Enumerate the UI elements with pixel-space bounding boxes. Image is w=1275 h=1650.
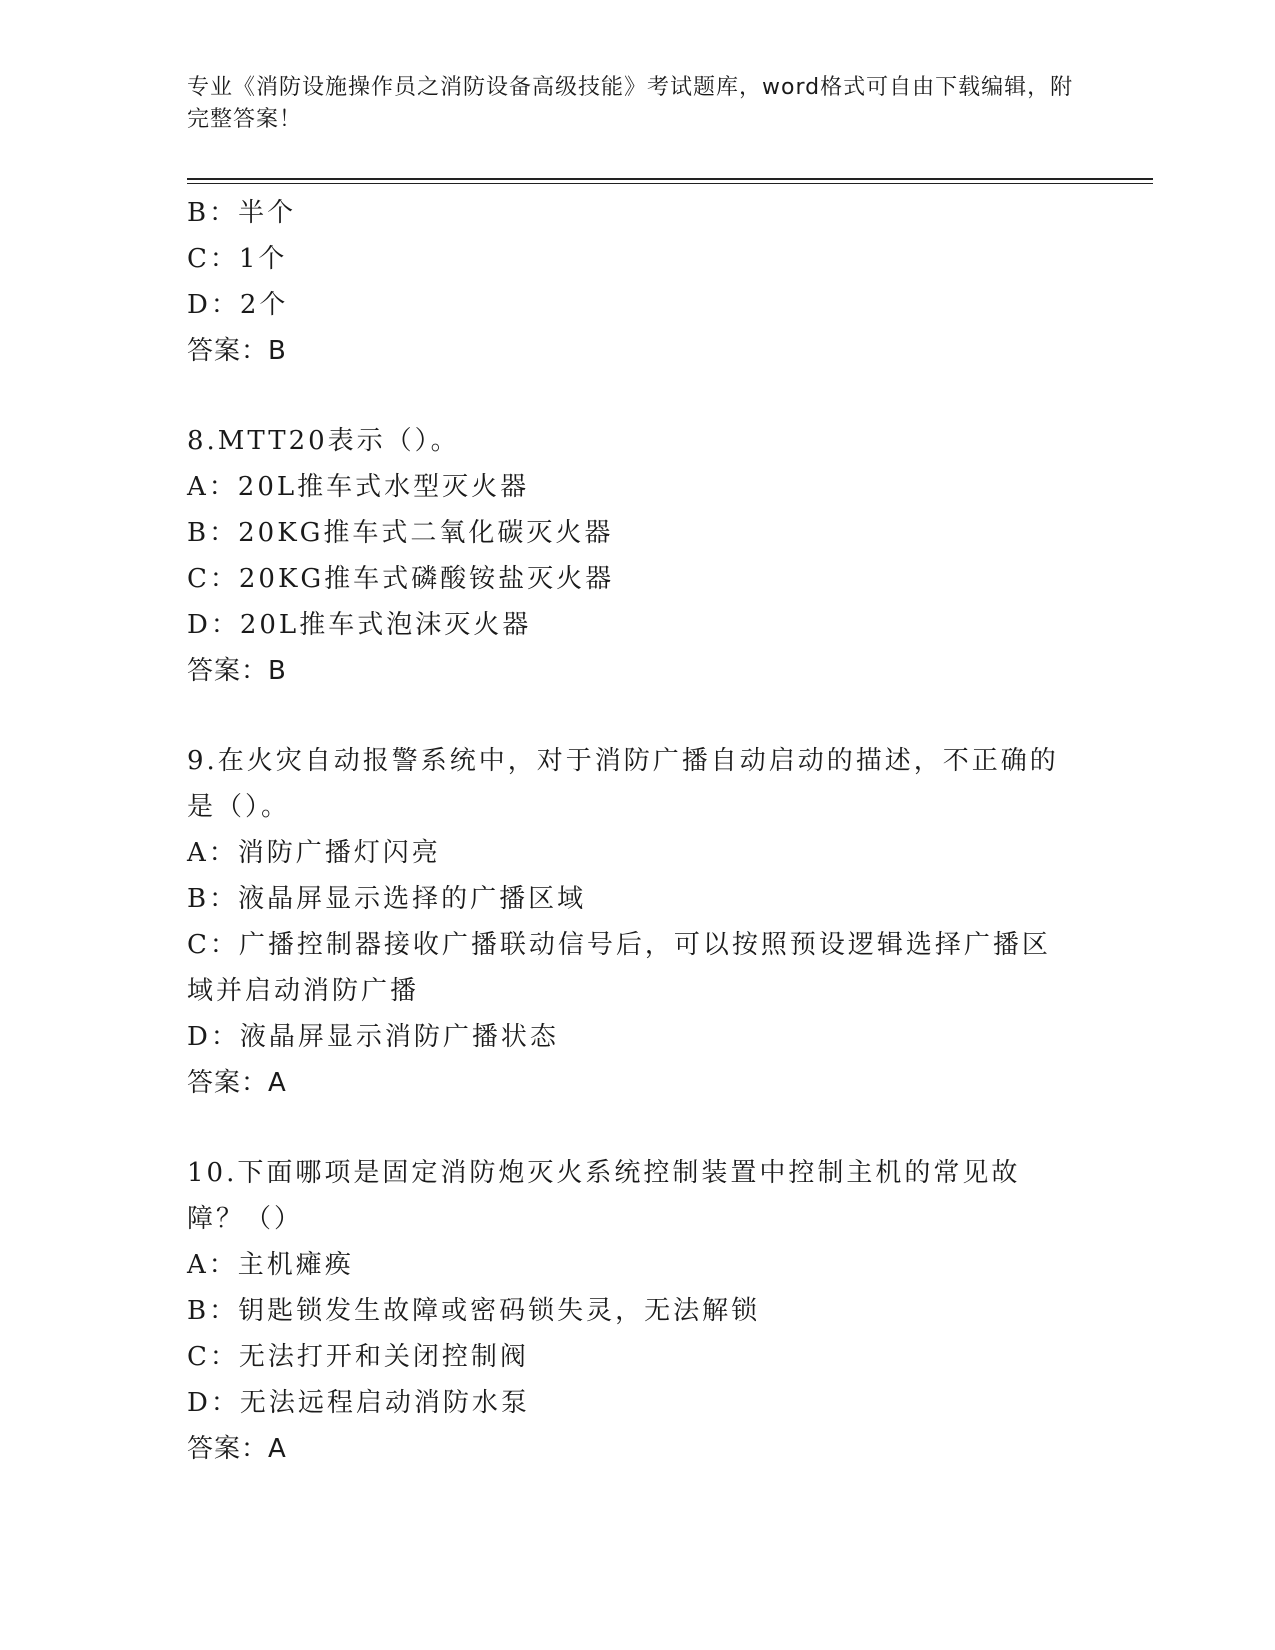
- option-c: C：无法打开和关闭控制阀: [187, 1342, 529, 1372]
- option-a: A：主机瘫痪: [187, 1250, 354, 1280]
- question-text: 9.在火灾自动报警系统中，对于消防广播自动启动的描述，不正确的是（）。: [187, 746, 1059, 822]
- option-d: D：2个: [187, 290, 289, 320]
- answer: 答案：A: [187, 1068, 287, 1098]
- question-text: 8.MTT20表示（）。: [187, 426, 460, 456]
- question-list: [187, 190, 1087, 1472]
- option-c: C：1个: [187, 244, 288, 274]
- option-b: B：钥匙锁发生故障或密码锁失灵，无法解锁: [187, 1296, 761, 1326]
- document-header: 专业《消防设施操作员之消防设备高级技能》考试题库，word格式可自由下载编辑，附完整答案！: [187, 75, 1074, 132]
- option-b: B：20KG推车式二氧化碳灭火器: [187, 518, 614, 548]
- option-d: D：无法远程启动消防水泵: [187, 1388, 530, 1418]
- option-c: C：20KG推车式磷酸铵盐灭火器: [187, 564, 615, 594]
- option-b: B：液晶屏显示选择的广播区域: [187, 884, 587, 914]
- option-d: D：20L推车式泡沫灭火器: [187, 610, 532, 640]
- answer: 答案：B: [187, 656, 287, 686]
- option-d: D：液晶屏显示消防广播状态: [187, 1022, 559, 1052]
- question-9: [187, 738, 1087, 1106]
- question-text: 10.下面哪项是固定消防炮灭火系统控制装置中控制主机的常见故障？（）: [187, 1158, 1021, 1234]
- option-a: A：20L推车式水型灭火器: [187, 472, 530, 502]
- answer: 答案：B: [187, 336, 287, 366]
- question-7: [187, 190, 1087, 374]
- option-c: C：广播控制器接收广播联动信号后，可以按照预设逻辑选择广播区域并启动消防广播: [187, 930, 1051, 1006]
- question-10: [187, 1150, 1087, 1472]
- header-divider-thin: [187, 183, 1153, 184]
- option-b: B：半个: [187, 198, 297, 228]
- answer: 答案：A: [187, 1434, 287, 1464]
- header-divider-thick: [187, 178, 1153, 180]
- question-8: [187, 418, 1087, 694]
- option-a: A：消防广播灯闪亮: [187, 838, 441, 868]
